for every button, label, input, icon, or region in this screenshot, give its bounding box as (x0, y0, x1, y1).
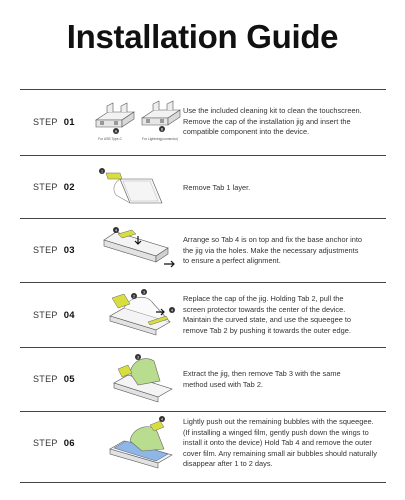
step-label: STEP 01 (33, 117, 75, 128)
step-label: STEP 05 (33, 374, 75, 385)
remove-tab1-illustration (90, 159, 185, 217)
marker-3: 3 (136, 355, 140, 360)
marker-1: 1 (100, 169, 104, 174)
marker-2: 2 (132, 294, 136, 299)
step-description: Use the included cleaning kit to clean the touchscreen. Remove the cap of the installation jig and insert the compatible component into the device. (183, 106, 362, 136)
usb-c-jig-icon (96, 103, 134, 127)
step-04 (20, 283, 386, 347)
step-label: STEP 04 (33, 310, 75, 321)
lightning-jig-icon (142, 101, 180, 125)
divider (20, 482, 386, 483)
step-01 (20, 90, 386, 155)
step-number: 03 (63, 245, 75, 256)
step-05 (20, 348, 386, 411)
step-03 (20, 219, 386, 282)
arrow-right-icon (164, 261, 174, 267)
align-jig-illustration (90, 222, 185, 280)
step-description: Arrange so Tab 4 is on top and fix the base anchor into the jig via the holes. Make the necessary adjustments to ensure a perfect alignment. (183, 235, 362, 265)
step-number: 05 (63, 374, 75, 385)
step-02 (20, 156, 386, 218)
marker-b: B (160, 127, 164, 132)
remove-tab3-illustration (90, 351, 185, 409)
step-number: 06 (63, 438, 75, 449)
step-label: STEP 06 (33, 438, 75, 449)
caption-lightning: For Lightning(connector) (142, 137, 178, 141)
step-number: 04 (63, 310, 75, 321)
pull-tab2-illustration (90, 286, 185, 344)
tab-1-icon (106, 173, 122, 179)
step-label: STEP 02 (33, 182, 75, 193)
jig-parts-illustration (90, 94, 185, 152)
remove-cover-film-illustration (90, 415, 185, 477)
tab-4-icon (118, 230, 136, 238)
step-description: Replace the cap of the jig. Holding Tab 2, pull the screen protector towards the center of the device. Maintain the curved state, and use the squeegee to remove Tab 2 by pushing it towards the outer edge. (183, 294, 352, 335)
step-06 (20, 412, 386, 482)
step-description: Extract the jig, then remove Tab 3 with the same method used with Tab 2. (183, 369, 341, 389)
caption-usb-c: For USB Type-C (97, 137, 123, 141)
marker-4: 4 (170, 308, 174, 313)
step-description: Remove Tab 1 layer. (183, 183, 251, 192)
marker-4: 4 (114, 228, 118, 233)
step-label: STEP 03 (33, 245, 75, 256)
step-number: 02 (63, 182, 75, 193)
marker-a: A (114, 129, 118, 134)
marker-3: 3 (142, 290, 146, 295)
marker-4: 4 (160, 417, 164, 422)
step-number: 01 (63, 117, 75, 128)
tab-3-icon (118, 365, 132, 377)
page-title: Installation Guide (66, 18, 339, 55)
protector-film-icon (120, 179, 162, 203)
step-description: Lightly push out the remaining bubbles with the squeegee. (If installing a winged film, gently push down the wings to install it onto the device) Hold Tab 4 and remove the outer cover film. Any remaining small air bubbles should naturally disappear after 1 to 2 days. (183, 417, 377, 468)
